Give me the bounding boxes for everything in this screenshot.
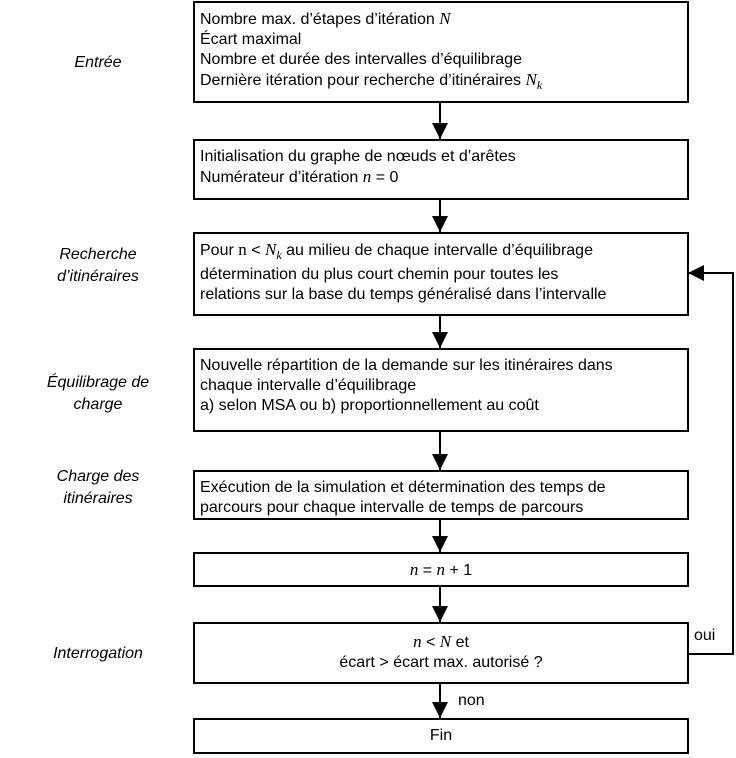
box-route-search — [193, 232, 689, 316]
branch-yes-label: oui — [694, 627, 716, 644]
box-load-balancing — [193, 348, 689, 432]
init-line-graph: Initialisation du graphe de nœuds et d’arêtes — [200, 148, 516, 165]
search-line-shortest-path: détermination du plus court chemin pour toutes les — [200, 266, 559, 284]
input-line-last-iteration: Dernière itération pour recherche d’itinéraires $N_k$ — [200, 70, 543, 93]
branch-no-label: non — [458, 692, 485, 709]
balance-line-redistribution: Nouvelle répartition de la demande sur les itinéraires dans — [200, 357, 613, 374]
search-line-relations: relations sur la base du temps généralisé dans l’intervalle — [200, 286, 607, 304]
query-line-gap: écart > écart max. autorisé ? — [339, 654, 543, 671]
input-line-intervals: Nombre et durée des intervalles d’équilibrage — [200, 51, 522, 68]
label-route-search: Recherche d’itinéraires — [57, 246, 139, 285]
balance-line-interval: chaque intervalle d’équilibrage — [200, 377, 417, 394]
box-input — [193, 1, 689, 103]
label-input: Entrée — [74, 54, 122, 71]
sim-line-execution: Exécution de la simulation et détermination des temps de — [200, 479, 606, 496]
balance-line-method: a) selon MSA ou b) proportionnellement au coût — [200, 397, 539, 414]
box-query — [193, 622, 689, 684]
loop-back-arrow — [688, 273, 733, 654]
label-query: Interrogation — [53, 645, 143, 662]
input-line-max-steps: Nombre max. d’étapes d’itération N — [200, 9, 451, 28]
box-simulation — [193, 470, 689, 520]
init-line-counter: Numérateur d’itération n = 0 — [200, 167, 399, 186]
label-load-balancing: Équilibrage de charge — [46, 374, 150, 413]
box-initialisation — [193, 139, 689, 200]
query-line-condition: n < N et — [413, 632, 469, 651]
search-line-condition: Pour $n < N_k$ au milieu de chaque intervalle d’équilibrage — [200, 240, 593, 263]
box-end: Fin — [193, 718, 689, 754]
input-line-max-gap: Écart maximal — [200, 31, 302, 48]
sim-line-travel-times: parcours pour chaque intervalle de temps de parcours — [200, 499, 584, 516]
label-route-loading: Charge des itinéraires — [56, 468, 140, 507]
box-increment: n = n + 1 — [193, 552, 689, 587]
